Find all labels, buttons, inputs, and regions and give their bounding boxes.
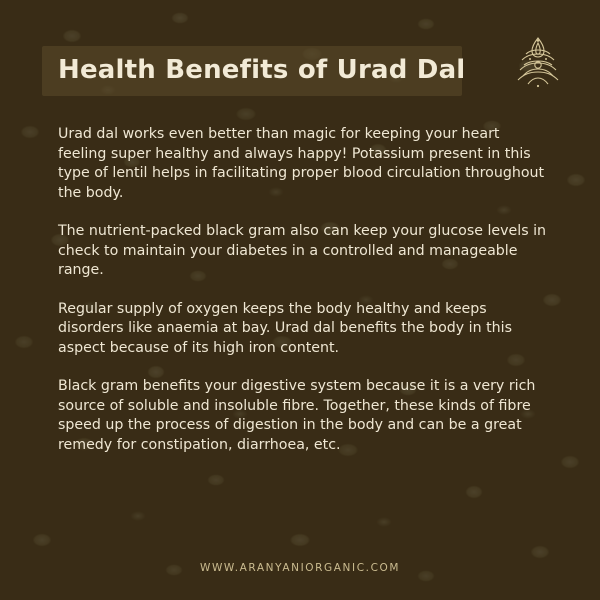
paragraph-2: The nutrient-packed black gram also can keep your glucose levels in check to maintain your diabetes in a controlled and manageable range. <box>58 223 547 278</box>
paragraph-4: Black gram benefits your digestive system because it is a very rich source of soluble and insoluble fibre. Together, these kinds of fibre speed up the process of digestion in the body and can be a great remedy for constipation, diarrhoea, etc. <box>58 378 536 453</box>
paragraph-1: Urad dal works even better than magic for keeping your heart feeling super healthy and always happy! Potassium present in this type of lentil helps in facilitating proper blood circulation throughout the body. <box>58 126 545 201</box>
ornamental-deity-emblem-icon <box>510 34 566 90</box>
page-title: Health Benefits of Urad Dal <box>58 55 466 85</box>
website-url: WWW.ARANYANIORGANIC.COM <box>199 562 401 574</box>
body-text-block <box>58 125 548 455</box>
paragraph-3: Regular supply of oxygen keeps the body healthy and keeps disorders like anaemia at bay. Urad dal benefits the body in this aspect because of its high iron content. <box>58 300 512 356</box>
